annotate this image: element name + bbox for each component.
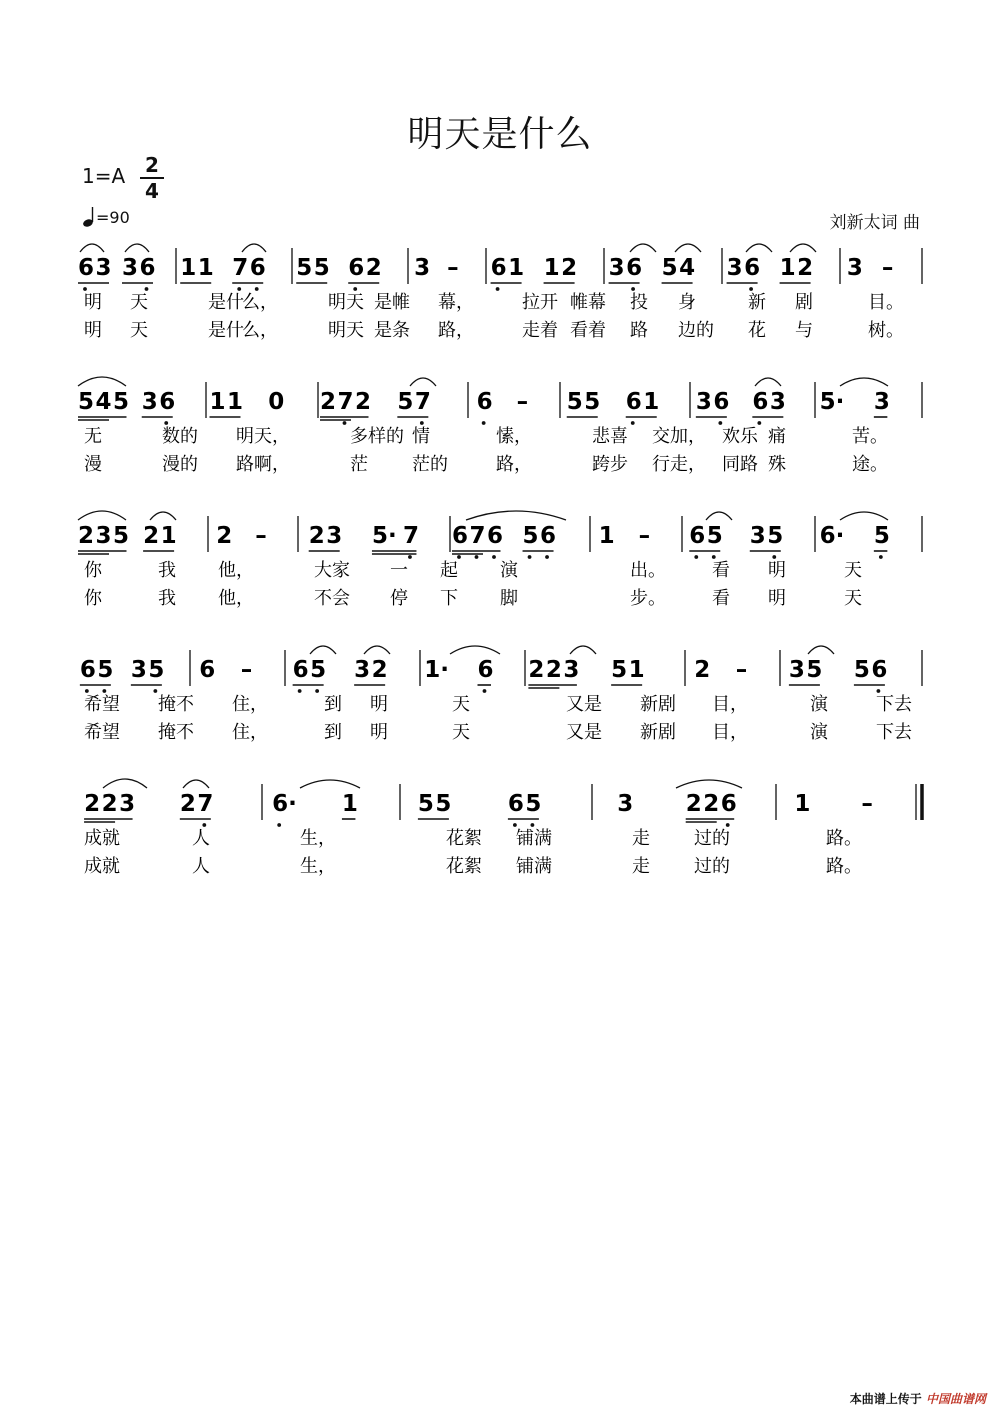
lyric-syllable: 帷幕 [570, 292, 606, 313]
lyric-syllable: 希望 [84, 722, 120, 743]
lyric-syllable: 我 [158, 588, 176, 609]
meter-bottom: 4 [140, 177, 164, 203]
slur-arc [706, 512, 732, 520]
low-octave-dot [164, 421, 168, 425]
note-1: 1 [643, 389, 660, 415]
note-2: 2 [365, 255, 382, 281]
lyric-syllable: 看着 [570, 320, 606, 341]
note-3: 3 [873, 389, 890, 415]
note-2: 2 [308, 523, 325, 549]
lyric-syllable: 多样的 [350, 426, 404, 447]
lyric-syllable: 目， [712, 722, 748, 743]
lyric-syllable: 不会 [314, 588, 350, 609]
site-logo: 中国曲谱网 [925, 1392, 986, 1406]
note-3: 3 [130, 657, 147, 683]
slur-arc [125, 244, 149, 252]
low-octave-dot [255, 287, 259, 291]
note-5: 5 [97, 657, 114, 683]
footer-watermark [850, 1390, 986, 1407]
note-1: 1 [341, 791, 358, 817]
dash-extension: – [638, 523, 651, 549]
lyric-syllable: 走 [632, 828, 650, 849]
lyric-syllable: 铺满 [516, 856, 552, 877]
note-3: 3 [695, 389, 712, 415]
note-5: 5 [148, 657, 165, 683]
note-7: 7 [402, 523, 419, 549]
note-5·: 5· [819, 389, 845, 415]
lyric-syllable: 殊 [768, 454, 786, 475]
note-7: 7 [337, 389, 354, 415]
lyric-syllable: 你 [84, 588, 102, 609]
lyric-syllable: 一 [390, 560, 408, 581]
note-6: 6 [871, 657, 888, 683]
note-6: 6 [713, 389, 730, 415]
note-5: 5 [706, 523, 723, 549]
tempo-value: =90 [96, 208, 130, 227]
lyric-syllable: 希望 [84, 694, 120, 715]
note-6: 6 [752, 389, 769, 415]
low-octave-dot [202, 823, 206, 827]
slur-arc [364, 646, 390, 654]
low-octave-dot [877, 689, 881, 693]
note-6: 6 [348, 255, 365, 281]
note-5: 5 [873, 523, 890, 549]
note-3: 3 [95, 523, 112, 549]
low-octave-dot [631, 287, 635, 291]
low-octave-dot [492, 555, 496, 559]
note-2: 2 [561, 255, 578, 281]
lyric-syllable: 天 [844, 588, 862, 609]
slur-arc [466, 511, 566, 520]
note-1: 1 [209, 389, 226, 415]
lyric-syllable: 路啊， [236, 454, 290, 475]
lyric-syllable: 看 [712, 560, 730, 581]
lyric-syllable: 过的 [694, 856, 730, 877]
note-5: 5 [611, 657, 628, 683]
lyric-syllable: 愫， [496, 426, 532, 447]
lyric-syllable: 明 [768, 588, 786, 609]
note-5: 5 [853, 657, 870, 683]
low-octave-dot [277, 823, 281, 827]
lyric-syllable: 路， [438, 320, 474, 341]
lyric-syllable: 明 [84, 320, 102, 341]
lyric-syllable: 边的 [678, 320, 714, 341]
lyric-syllable: 到 [324, 722, 342, 743]
lyric-syllable: 与 [795, 320, 813, 341]
note-7: 7 [232, 255, 249, 281]
note-7: 7 [414, 389, 431, 415]
slur-arc [755, 378, 781, 386]
lyric-syllable: 新剧 [640, 722, 676, 743]
note-6·: 6· [819, 523, 845, 549]
note-5: 5 [435, 791, 452, 817]
note-5: 5 [522, 523, 539, 549]
note-1: 1 [508, 255, 525, 281]
lyric-syllable: 起 [440, 560, 458, 581]
slur-arc [300, 780, 360, 788]
lyric-syllable: 演 [500, 560, 518, 581]
dash-extension: – [861, 791, 873, 817]
low-octave-dot [749, 287, 753, 291]
note-2: 2 [371, 657, 388, 683]
low-octave-dot [528, 555, 532, 559]
low-octave-dot [475, 555, 479, 559]
note-3: 3 [119, 791, 136, 817]
lyric-syllable: 铺满 [516, 828, 552, 849]
note-6: 6 [452, 523, 469, 549]
low-octave-dot [145, 287, 149, 291]
lyric-syllable: 无 [84, 426, 102, 447]
note-5: 5 [417, 791, 434, 817]
low-octave-dot [298, 689, 302, 693]
slur-arc [78, 377, 126, 386]
lyric-syllable: 新 [748, 292, 766, 313]
slur-arc [410, 378, 436, 386]
lyric-syllable: 明天， [236, 426, 290, 447]
note-5: 5 [310, 657, 327, 683]
note-6: 6 [689, 523, 706, 549]
lyric-syllable: 拉开 [522, 292, 558, 313]
lyric-syllable: 明 [768, 560, 786, 581]
lyric-syllable: 人 [192, 828, 210, 849]
note-2: 2 [528, 657, 545, 683]
note-6: 6 [78, 255, 95, 281]
note-2: 2 [216, 523, 233, 549]
low-octave-dot [483, 689, 487, 693]
lyric-syllable: 演 [810, 722, 828, 743]
note-6: 6 [249, 255, 266, 281]
note-3: 3 [95, 255, 112, 281]
lyric-syllable: 茫 [350, 454, 368, 475]
lyric-syllable: 身 [678, 292, 696, 313]
note-3: 3 [608, 255, 625, 281]
low-octave-dot [718, 421, 722, 425]
lyric-syllable: 明 [84, 292, 102, 313]
lyric-syllable: 悲喜 [592, 426, 628, 447]
note-5: 5 [661, 255, 678, 281]
lyric-syllable: 痛 [768, 426, 786, 447]
lyric-syllable: 成就 [84, 856, 120, 877]
dash-extension: – [735, 657, 748, 683]
note-6·: 6· [272, 791, 297, 817]
note-1: 1 [779, 255, 796, 281]
note-6: 6 [540, 523, 557, 549]
lyric-syllable: 演 [810, 694, 828, 715]
low-octave-dot [712, 555, 716, 559]
note-6: 6 [507, 791, 524, 817]
low-octave-dot [726, 823, 730, 827]
note-5: 5 [566, 389, 583, 415]
note-5: 5 [584, 389, 601, 415]
low-octave-dot [694, 555, 698, 559]
lyric-syllable: 途。 [852, 454, 888, 475]
note-2: 2 [84, 791, 101, 817]
note-1: 1 [794, 791, 811, 817]
note-6: 6 [159, 389, 176, 415]
lyric-syllable: 他， [218, 588, 254, 609]
lyric-syllable: 走 [632, 856, 650, 877]
lyric-syllable: 跨步 [592, 454, 628, 475]
note-3: 3 [769, 389, 786, 415]
note-3: 3 [617, 791, 634, 817]
key-signature: 1=A [82, 164, 126, 188]
lyric-syllable: 是什 [208, 292, 244, 313]
note-2: 2 [797, 255, 814, 281]
lyric-syllable: 欢乐 [722, 426, 758, 447]
note-2: 2 [545, 657, 562, 683]
slur-arc [80, 244, 104, 252]
lyric-syllable: 行走， [652, 454, 706, 475]
lyric-syllable: 停 [390, 588, 408, 609]
slur-arc [808, 646, 834, 654]
lyric-syllable: 是帷 [374, 292, 410, 313]
lyric-syllable: 花絮 [446, 828, 482, 849]
lyric-syllable: 下 [440, 588, 458, 609]
low-octave-dot [102, 689, 106, 693]
note-6: 6 [626, 255, 643, 281]
lyric-syllable: 明天 [328, 292, 364, 313]
note-3: 3 [141, 389, 158, 415]
note-6: 6 [476, 389, 493, 415]
note-6: 6 [199, 657, 216, 683]
lyric-syllable: 新剧 [640, 694, 676, 715]
lyric-syllable: 又是 [566, 722, 602, 743]
note-5: 5 [113, 389, 130, 415]
lyric-syllable: 是什 [208, 320, 244, 341]
low-octave-dot [531, 823, 535, 827]
lyric-syllable: 天 [452, 694, 470, 715]
note-7: 7 [469, 523, 486, 549]
low-octave-dot [420, 421, 424, 425]
lyric-syllable: 走着 [522, 320, 558, 341]
slur-arc [630, 244, 656, 252]
low-octave-dot [353, 287, 357, 291]
lyric-syllable: 掩不 [158, 694, 194, 715]
low-octave-dot [482, 421, 486, 425]
dash-extension: – [516, 389, 529, 415]
note-5: 5 [525, 791, 542, 817]
lyric-syllable: 路。 [826, 828, 862, 849]
lyric-syllable: 花 [748, 320, 766, 341]
lyric-syllable: 看 [712, 588, 730, 609]
lyric-syllable: 天 [844, 560, 862, 581]
lyric-syllable: 出。 [630, 560, 666, 581]
lyric-syllable: 树。 [868, 320, 904, 341]
lyric-syllable: 路。 [826, 856, 862, 877]
note-0: 0 [268, 389, 285, 415]
note-2: 2 [703, 791, 720, 817]
lyric-syllable: 茫的 [412, 454, 448, 475]
low-octave-dot [457, 555, 461, 559]
slur-arc [78, 511, 126, 520]
low-octave-dot [513, 823, 517, 827]
slur-arc [450, 646, 500, 654]
note-6: 6 [139, 255, 156, 281]
note-2: 2 [143, 523, 160, 549]
note-5: 5 [397, 389, 414, 415]
note-1: 1 [227, 389, 244, 415]
low-octave-dot [496, 287, 500, 291]
slur-arc [570, 646, 596, 654]
note-5: 5 [78, 389, 95, 415]
note-1: 1 [197, 255, 214, 281]
lyric-syllable: 同路 [722, 454, 758, 475]
note-5: 5 [296, 255, 313, 281]
note-3: 3 [726, 255, 743, 281]
lyric-syllable: 步。 [630, 588, 666, 609]
note-5: 5 [313, 255, 330, 281]
lyric-syllable: 人 [192, 856, 210, 877]
lyric-syllable: 漫的 [162, 454, 198, 475]
dash-extension: – [255, 523, 267, 549]
note-3: 3 [354, 657, 371, 683]
lyric-syllable: 数的 [162, 426, 198, 447]
lyric-syllable: 明 [370, 722, 388, 743]
song-title: 明天是什么 [407, 114, 593, 155]
note-6: 6 [487, 523, 504, 549]
note-6: 6 [744, 255, 761, 281]
lyric-syllable: 是条 [374, 320, 410, 341]
note-2: 2 [694, 657, 711, 683]
note-6: 6 [477, 657, 494, 683]
lyric-syllable: 天 [130, 320, 148, 341]
note-1: 1 [543, 255, 560, 281]
lyric-syllable: 路 [630, 320, 648, 341]
note-5: 5 [806, 657, 823, 683]
low-octave-dot [879, 555, 883, 559]
low-octave-dot [343, 421, 347, 425]
note-2: 2 [685, 791, 702, 817]
lyric-syllable: 漫 [84, 454, 102, 475]
lyric-syllable: 路， [496, 454, 532, 475]
lyric-syllable: 么， [242, 292, 278, 313]
note-3: 3 [749, 523, 766, 549]
note-2: 2 [355, 389, 372, 415]
composer-credit: 刘新太词 曲 [829, 213, 920, 233]
note-6: 6 [292, 657, 309, 683]
note-6: 6 [720, 791, 737, 817]
low-octave-dot [83, 287, 87, 291]
slur-arc [840, 378, 888, 386]
note-3: 3 [563, 657, 580, 683]
footer-prefix: 本曲谱上传于 [849, 1392, 922, 1406]
lyric-syllable: 剧 [795, 292, 813, 313]
slur-arc [150, 512, 176, 520]
lyric-syllable: 成就 [84, 828, 120, 849]
lyric-syllable: 花絮 [446, 856, 482, 877]
note-1: 1 [180, 255, 197, 281]
note-4: 4 [95, 389, 112, 415]
lyric-syllable: 幕， [438, 292, 474, 313]
lyric-syllable: 苦。 [852, 426, 888, 447]
lyric-syllable: 天 [130, 292, 148, 313]
low-octave-dot [631, 421, 635, 425]
note-3: 3 [788, 657, 805, 683]
note-3: 3 [122, 255, 139, 281]
note-1: 1 [628, 657, 645, 683]
lyric-syllable: 目， [712, 694, 748, 715]
lyric-syllable: 交加， [652, 426, 706, 447]
dash-extension: – [881, 255, 894, 281]
slur-arc [103, 779, 147, 788]
note-6: 6 [625, 389, 642, 415]
note-6: 6 [79, 657, 96, 683]
low-octave-dot [315, 689, 319, 693]
lyric-syllable: 你 [84, 560, 102, 581]
low-octave-dot [85, 689, 89, 693]
lyric-syllable: 又是 [566, 694, 602, 715]
lyric-syllable: 明天 [328, 320, 364, 341]
lyric-syllable: 我 [158, 560, 176, 581]
low-octave-dot [153, 689, 157, 693]
lyric-syllable: 下去 [876, 722, 912, 743]
slur-arc [310, 646, 336, 654]
lyric-syllable: 脚 [500, 588, 518, 609]
slur-arc [675, 244, 701, 252]
lyric-syllable: 天 [452, 722, 470, 743]
note-5: 5 [767, 523, 784, 549]
lyric-syllable: 大家 [314, 560, 350, 581]
note-5·: 5· [371, 523, 397, 549]
note-2: 2 [78, 523, 95, 549]
lyric-syllable: 到 [324, 694, 342, 715]
slur-arc [676, 780, 742, 788]
slur-arc [242, 244, 266, 252]
low-octave-dot [237, 287, 241, 291]
low-octave-dot [757, 421, 761, 425]
lyric-syllable: 下去 [876, 694, 912, 715]
note-1: 1 [160, 523, 177, 549]
note-4: 4 [679, 255, 696, 281]
lyric-syllable: 住， [232, 694, 268, 715]
slur-arc [183, 780, 209, 788]
lyric-syllable: 明 [370, 694, 388, 715]
lyric-syllable: 住， [232, 722, 268, 743]
lyric-syllable: 目。 [868, 292, 904, 313]
slur-arc [840, 512, 888, 520]
note-5: 5 [113, 523, 130, 549]
lyric-syllable: 过的 [694, 828, 730, 849]
note-3: 3 [846, 255, 863, 281]
low-octave-dot [408, 555, 412, 559]
note-6: 6 [490, 255, 507, 281]
note-2: 2 [320, 389, 337, 415]
slur-arc [746, 244, 772, 252]
note-2: 2 [101, 791, 118, 817]
note-1·: 1· [424, 657, 449, 683]
slur-arc [790, 244, 816, 252]
note-7: 7 [197, 791, 214, 817]
lyric-syllable: 他， [218, 560, 254, 581]
lyric-syllable: 情 [412, 426, 430, 447]
lyric-syllable: 生， [300, 856, 336, 877]
low-octave-dot [772, 555, 776, 559]
lyric-syllable: 投 [630, 292, 648, 313]
note-3: 3 [326, 523, 343, 549]
note-1: 1 [598, 523, 615, 549]
meter-top: 2 [145, 153, 159, 177]
dash-extension: – [240, 657, 253, 683]
note-3: 3 [414, 255, 431, 281]
note-2: 2 [179, 791, 196, 817]
lyric-syllable: 生， [300, 828, 336, 849]
low-octave-dot [545, 555, 549, 559]
lyric-syllable: 么， [242, 320, 278, 341]
dash-extension: – [447, 255, 459, 281]
lyric-syllable: 掩不 [158, 722, 194, 743]
